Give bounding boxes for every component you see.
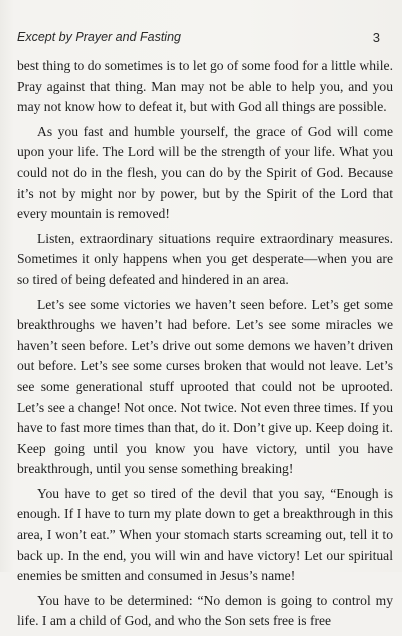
paragraph-3: Listen, extraordinary situations require extraordinary measures. Sometimes it only happens when you get desperate—when you are so tired of being defeated and hindered in an area. — [17, 230, 393, 287]
paragraph-1: best thing to do sometimes is to let go of some food for a little while. Pray against that thing. Man may not be able to help you, and you may not know how to defeat it, but with God all things are possible. — [17, 58, 393, 115]
running-title: Except by Prayer and Fasting — [17, 30, 181, 44]
page-number: 3 — [372, 30, 380, 45]
paragraph-6: You have to be determined: “No demon is going to control my life. I am a child of God, and who the Son sets free is free — [17, 592, 393, 629]
paragraph-2: As you fast and humble yourself, the grace of God will come upon your life. The Lord will be the strength of your life. What you could not do in the flesh, you can do by the Spirit of God. Because it’s not by might nor by power, but by the Spirit of the Lord that every mountain is removed! — [17, 123, 393, 222]
body-text — [17, 56, 393, 636]
running-head — [17, 30, 380, 46]
paragraph-5: You have to get so tired of the devil that you say, “Enough is enough. If I have to turn my plate down to get a breakthrough in this area, I won’t eat.” When your stomach starts screaming out, tell it to back up. In the end, you will win and have victory! Let our spiritual enemies be smitten and consumed in Jesus’s name! — [17, 485, 393, 584]
paragraph-4: Let’s see some victories we haven’t seen before. Let’s get some breakthroughs we haven’t had before. Let’s see some miracles we haven’t seen before. Let’s drive out some demons we haven’t driven out before. Let’s see some curses broken that would not leave. Let’s see some generational stuff uprooted that could not be uprooted. Let’s see a change! Not once. Not twice. Not even three times. If you have to fast more times than that, do it. Don’t give up. Keep doing it. Keep going until you know you have victory, until you have breakthrough, until you sense something breaking! — [17, 296, 393, 477]
